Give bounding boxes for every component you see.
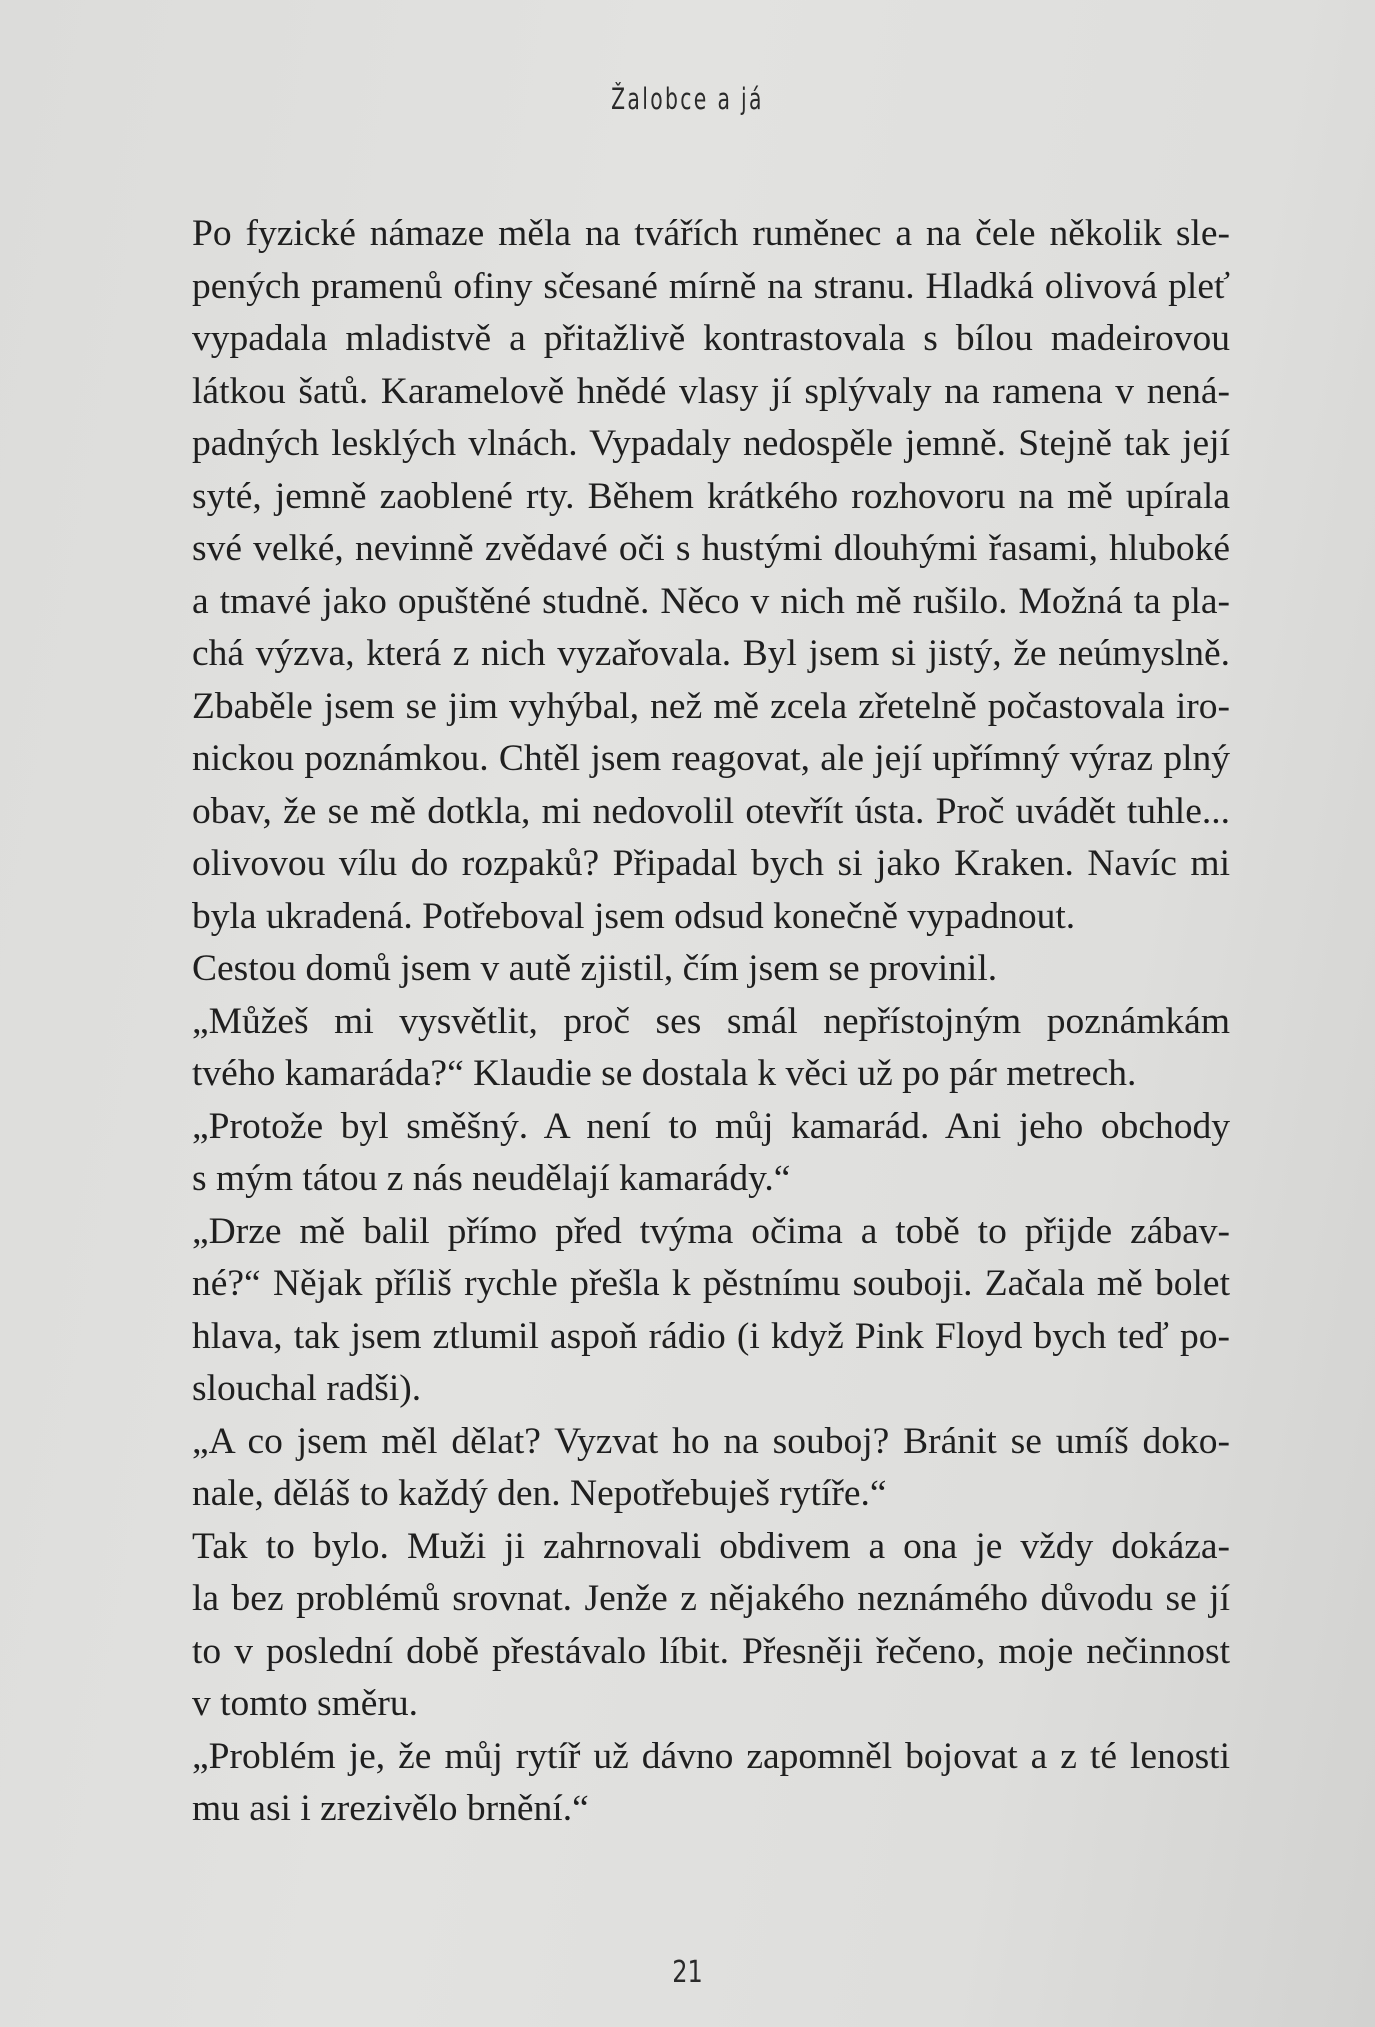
text-line: padných lesklých vlnách. Vypadaly nedospěle jemně. Stejně tak její	[192, 423, 1230, 464]
text-line: slouchal radši).	[192, 1368, 422, 1409]
text-line: né?“ Nějak příliš rychle přešla k pěstnímu souboji. Začala mě bolet	[192, 1263, 1230, 1304]
text-line: Tak to bylo. Muži ji zahrnovali obdivem a ona je vždy dokáza-	[192, 1525, 1230, 1567]
text-line: Zbaběle jsem se jim vyhýbal, než mě zcela zřetelně počastovala iro-	[192, 685, 1230, 727]
paragraph	[150, 943, 1230, 996]
text-line: látkou šatů. Karamelově hnědé vlasy jí splývaly na ramena v nená-	[192, 370, 1230, 412]
text-line: „A co jsem měl dělat? Vyzvat ho na souboj? Bránit se umíš doko-	[192, 1420, 1230, 1462]
text-line: mu asi i zrezivělo brnění.“	[192, 1788, 589, 1829]
text-line: obav, že se mě dotkla, mi nedovolil otevřít ústa. Proč uvádět tuhle...	[192, 790, 1230, 832]
text-line: vypadala mladistvě a přitažlivě kontrastovala s bílou madeirovou	[192, 318, 1230, 359]
text-line: své velké, nevinně zvědavé oči s hustými dlouhými řasami, hluboké	[192, 528, 1230, 569]
text-line: nickou poznámkou. Chtěl jsem reagovat, ale její upřímný výraz plný	[192, 738, 1230, 779]
text-line: hlava, tak jsem ztlumil aspoň rádio (i když Pink Floyd bych teď po-	[192, 1315, 1230, 1357]
text-line: olivovou vílu do rozpaků? Připadal bych si jako Kraken. Navíc mi	[192, 843, 1230, 884]
body-text	[150, 208, 1230, 1836]
text-line: la bez problémů srovnat. Jenže z nějakého neznámého důvodu se jí	[192, 1578, 1230, 1619]
text-line: tvého kamaráda?“ Klaudie se dostala k věci už po pár metrech.	[192, 1053, 1137, 1094]
text-line: „Protože byl směšný. A není to můj kamarád. Ani jeho obchody	[192, 1105, 1230, 1147]
text-line: „Drze mě balil přímo před tvýma očima a tobě to přijde zábav-	[192, 1210, 1230, 1252]
text-line: chá výzva, která z nich vyzařovala. Byl jsem si jistý, že neúmyslně.	[192, 633, 1230, 674]
paragraph	[150, 1731, 1230, 1836]
text-line: syté, jemně zaoblené rty. Během krátkého rozhovoru na mě upírala	[192, 475, 1230, 517]
text-line: „Problém je, že můj rytíř už dávno zapomněl bojovat a z té lenosti	[192, 1735, 1230, 1777]
paragraph	[150, 1521, 1230, 1731]
text-line: a tmavé jako opuštěné studně. Něco v nich mě rušilo. Možná ta pla-	[192, 580, 1230, 622]
text-line: nale, děláš to každý den. Nepotřebuješ rytíře.“	[192, 1473, 887, 1514]
text-line: s mým tátou z nás neudělají kamarády.“	[192, 1158, 791, 1199]
running-head: Žalobce a já	[611, 82, 764, 116]
text-line: „Můžeš mi vysvětlit, proč ses smál nepřístojným poznámkám	[192, 1000, 1230, 1042]
text-line: byla ukradená. Potřeboval jsem odsud konečně vypadnout.	[192, 895, 1076, 937]
paragraph	[150, 208, 1230, 943]
page-number: 21	[672, 1955, 703, 1990]
paragraph	[150, 996, 1230, 1101]
text-line: pených pramenů ofiny sčesané mírně na stranu. Hladká olivová pleť	[192, 265, 1230, 307]
text-line: v tomto směru.	[192, 1683, 419, 1724]
paragraph	[150, 1101, 1230, 1206]
paragraph	[150, 1416, 1230, 1521]
text-line: to v poslední době přestávalo líbit. Přesněji řečeno, moje nečinnost	[192, 1630, 1230, 1672]
text-line: Po fyzické námaze měla na tvářích ruměnec a na čele několik sle-	[192, 213, 1230, 254]
text-line: Cestou domů jsem v autě zjistil, čím jsem se provinil.	[192, 948, 998, 989]
paragraph	[150, 1206, 1230, 1416]
